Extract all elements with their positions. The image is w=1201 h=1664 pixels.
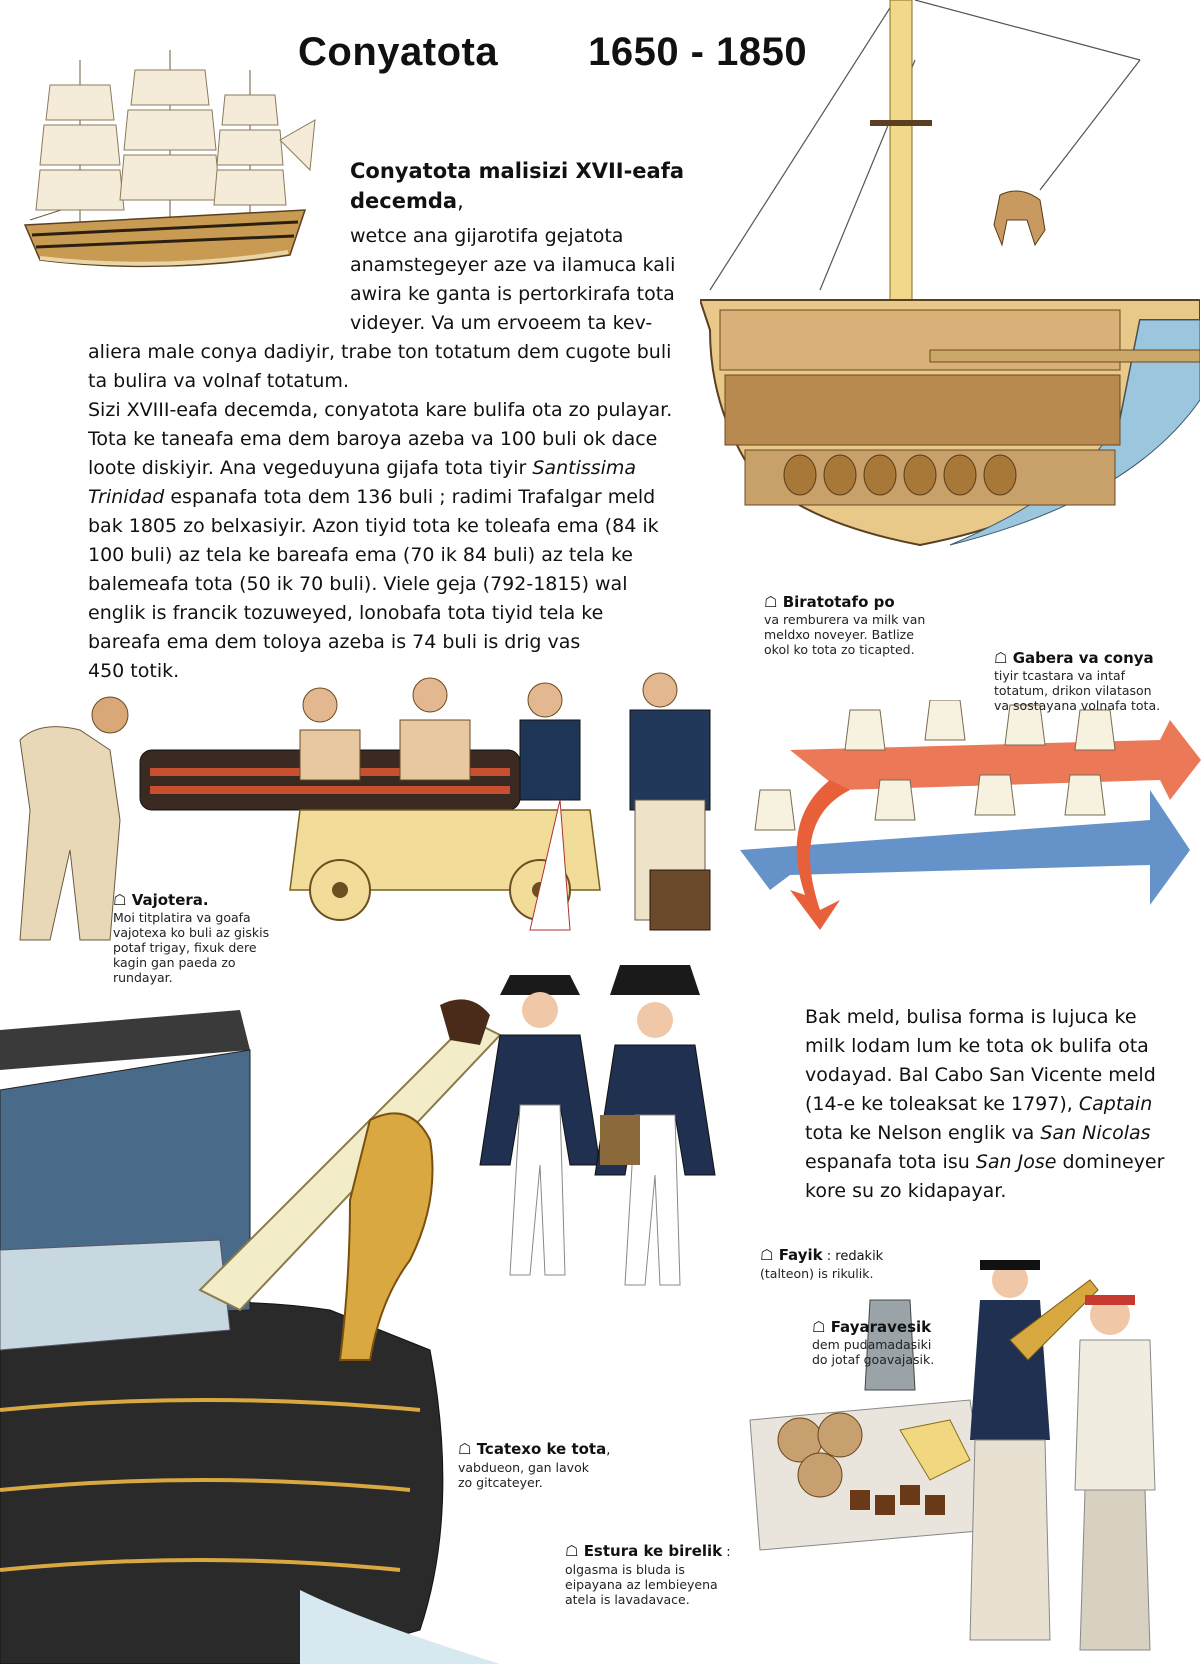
caption-line: zo gitcateyer. bbox=[458, 1475, 543, 1490]
main-line-text: espanafa tota dem 136 buli ; radimi Trafalgar meld bbox=[164, 486, 656, 508]
caption-vajotera bbox=[113, 891, 303, 985]
caption-line: rundayar. bbox=[113, 970, 173, 985]
battle-line: Bak meld, bulisa forma is lujuca ke bbox=[805, 1006, 1137, 1028]
caption-fayaravesik bbox=[812, 1318, 982, 1367]
ship-name-trinidad: Trinidad bbox=[88, 486, 165, 508]
battle-line bbox=[805, 1119, 1185, 1148]
caption-inline: , bbox=[606, 1443, 611, 1458]
ship-name-captain: Captain bbox=[1078, 1093, 1153, 1115]
main-paragraph bbox=[88, 338, 688, 686]
caption-line: potaf trigay, fixuk dere bbox=[113, 940, 257, 955]
caption-title: Fayaravesik bbox=[830, 1318, 932, 1336]
caption-line: vajotexa ko buli az giskis bbox=[113, 925, 270, 940]
intro-heading-text: Conyatota malisizi XVII-eafa decemda bbox=[350, 159, 685, 213]
naval-officers-illustration bbox=[470, 965, 730, 1305]
caption-tcatexo bbox=[458, 1440, 658, 1490]
main-line: 450 totik. bbox=[88, 660, 180, 682]
page-title bbox=[298, 30, 807, 75]
caption-line: va sostayana volnafa tota. bbox=[994, 698, 1161, 713]
house-icon: ☖ bbox=[812, 1318, 826, 1336]
caption-line: olgasma is bluda is bbox=[565, 1562, 685, 1577]
caption-line: va remburera va milk van bbox=[764, 612, 926, 627]
cannon-crew-illustration bbox=[0, 660, 740, 950]
ship-bow-figurehead-illustration bbox=[0, 990, 520, 1664]
intro-line: wetce ana gijarotifa gejatota bbox=[350, 225, 624, 247]
caption-line: eipayana az lembieyena bbox=[565, 1577, 718, 1592]
battle-line: kore su zo kidapayar. bbox=[805, 1180, 1007, 1202]
battle-line-text: tota ke Nelson englik va bbox=[805, 1122, 1035, 1144]
battle-line bbox=[805, 1148, 1185, 1177]
main-line: 100 buli) az tela ke bareafa ema (70 ik 84 buli) az tela ke bbox=[88, 544, 633, 566]
intro-line: awira ke ganta is pertorkirafa tota bbox=[350, 283, 675, 305]
caption-line: vabdueon, gan lavok bbox=[458, 1460, 589, 1475]
caption-line: do jotaf goavajasik. bbox=[812, 1352, 935, 1367]
caption-fayik bbox=[760, 1246, 940, 1281]
ship-name-san-jose: San Jose bbox=[975, 1151, 1057, 1173]
caption-gabera bbox=[994, 649, 1199, 713]
caption-estura bbox=[565, 1542, 765, 1607]
caption-biratotafo bbox=[764, 593, 964, 657]
intro-heading-comma: , bbox=[457, 189, 464, 213]
caption-line: okol ko tota zo ticapted. bbox=[764, 642, 915, 657]
caption-line: tiyir tcastara va intaf bbox=[994, 668, 1126, 683]
house-icon: ☖ bbox=[994, 649, 1008, 667]
caption-title: Tcatexo ke tota bbox=[476, 1440, 607, 1458]
intro-line: videyer. Va um ervoeem ta kev- bbox=[350, 312, 653, 334]
house-icon: ☖ bbox=[113, 891, 127, 909]
caption-line: dem pudamadasiki bbox=[812, 1337, 932, 1352]
caption-title: Gabera va conya bbox=[1012, 649, 1154, 667]
house-icon: ☖ bbox=[565, 1542, 579, 1560]
main-line bbox=[88, 454, 688, 483]
battle-line-text: domineyer bbox=[1062, 1151, 1165, 1173]
main-line: bak 1805 zo belxasiyir. Azon tiyid tota ke toleafa ema (84 ik bbox=[88, 515, 659, 537]
caption-title: Estura ke birelik bbox=[583, 1542, 723, 1560]
caption-inline: : bbox=[722, 1545, 731, 1560]
main-line: Tota ke taneafa ema dem baroya azeba va 100 buli ok dace bbox=[88, 428, 658, 450]
caption-line: atela is lavadavace. bbox=[565, 1592, 690, 1607]
main-line: Sizi XVIII-eafa decemda, conyatota kare bulifa ota zo pulayar. bbox=[88, 399, 673, 421]
ship-of-the-line-illustration bbox=[10, 40, 320, 290]
battle-line-text: espanafa tota isu bbox=[805, 1151, 970, 1173]
intro-line: anamstegeyer aze va ilamuca kali bbox=[350, 254, 676, 276]
main-line: aliera male conya dadiyir, trabe ton totatum dem cugote buli bbox=[88, 341, 672, 363]
battle-line: vodayad. Bal Cabo San Vicente meld bbox=[805, 1064, 1156, 1086]
ship-cutaway-illustration bbox=[700, 0, 1200, 560]
main-line: ta bulira va volnaf totatum. bbox=[88, 370, 349, 392]
main-line: bareafa ema dem toloya azeba is 74 buli is drig vas bbox=[88, 631, 581, 653]
house-icon: ☖ bbox=[764, 593, 778, 611]
intro-body bbox=[350, 222, 690, 338]
caption-title: Biratotafo po bbox=[782, 593, 895, 611]
caption-inline: : redakik bbox=[822, 1249, 884, 1264]
main-line bbox=[88, 483, 688, 512]
battle-line bbox=[805, 1090, 1185, 1119]
fleet-maneuver-illustration bbox=[730, 700, 1201, 930]
caption-line: totatum, drikon vilatason bbox=[994, 683, 1152, 698]
caption-line: kagin gan paeda zo bbox=[113, 955, 236, 970]
caption-title: Vajotera. bbox=[131, 891, 209, 909]
main-line-text: loote diskiyir. Ana vegeduyuna gijafa tota tiyir bbox=[88, 457, 527, 479]
caption-title: Fayik bbox=[778, 1246, 823, 1264]
battle-paragraph bbox=[805, 1003, 1185, 1206]
house-icon: ☖ bbox=[760, 1246, 774, 1264]
title-main: Conyatota bbox=[298, 30, 499, 74]
title-years: 1650 - 1850 bbox=[588, 30, 808, 74]
intro-heading bbox=[350, 156, 700, 216]
main-line: englik is francik tozuweyed, lonobafa tota tiyid tela ke bbox=[88, 602, 604, 624]
caption-line: Moi titplatira va goafa bbox=[113, 910, 251, 925]
caption-line: meldxo noveyer. Batlize bbox=[764, 627, 914, 642]
ship-name-san-nicolas: San Nicolas bbox=[1040, 1122, 1151, 1144]
ship-name-santissima: Santissima bbox=[532, 457, 637, 479]
main-line: balemeafa tota (50 ik 70 buli). Viele geja (792-1815) wal bbox=[88, 573, 628, 595]
battle-line: milk lodam lum ke tota ok bulifa ota bbox=[805, 1035, 1149, 1057]
caption-line: (talteon) is rikulik. bbox=[760, 1266, 874, 1281]
battle-line-text: (14-e ke toleaksat ke 1797), bbox=[805, 1093, 1073, 1115]
house-icon: ☖ bbox=[458, 1440, 472, 1458]
